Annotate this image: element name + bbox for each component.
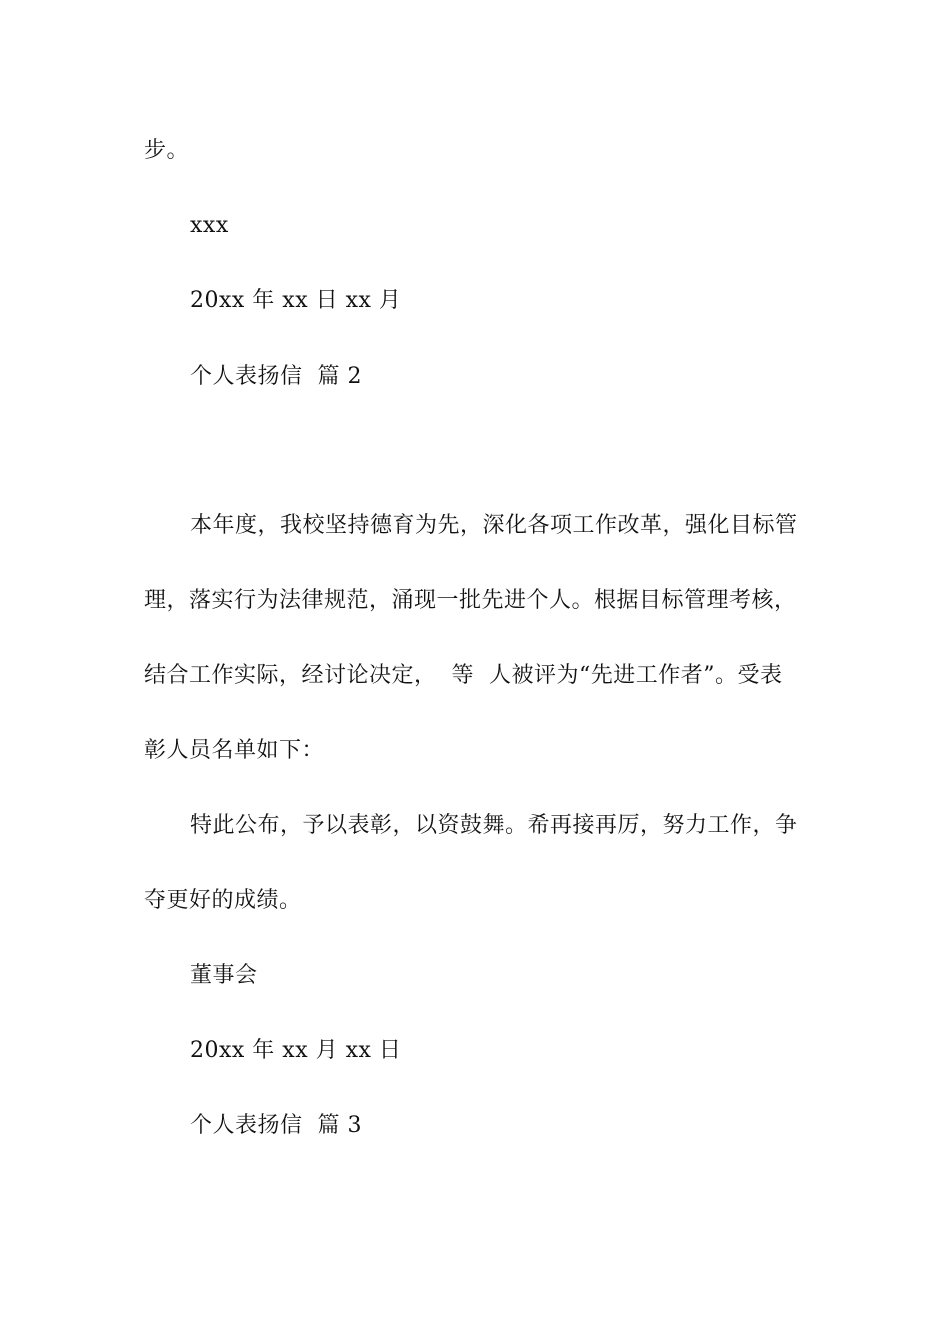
signature-organization: 董事会 [190, 963, 258, 988]
section-heading-2: 个人表扬信 篇 2 [190, 364, 362, 389]
body-text-line: 理，落实行为法律规范，涌现一批先进个人。根据目标管理考核， [144, 588, 797, 613]
section-heading-3: 个人表扬信 篇 3 [190, 1113, 362, 1138]
body-text-line: 特此公布，予以表彰，以资鼓舞。希再接再厉，努力工作，争 [190, 813, 798, 838]
body-text-line: 彰人员名单如下： [144, 738, 325, 763]
body-text-line: 结合工作实际，经讨论决定， 等 人被评为“先进工作者”。受表 [144, 663, 783, 688]
body-text-line: 夺更好的成绩。 [144, 888, 302, 913]
signature-date: 20xx 年 xx 日 xx 月 [190, 288, 402, 313]
signature-name: xxx [190, 213, 229, 238]
body-text-line: 本年度，我校坚持德育为先，深化各项工作改革，强化目标管 [190, 513, 798, 538]
signature-date: 20xx 年 xx 月 xx 日 [190, 1038, 402, 1063]
paragraph-end-text: 步。 [144, 138, 190, 163]
